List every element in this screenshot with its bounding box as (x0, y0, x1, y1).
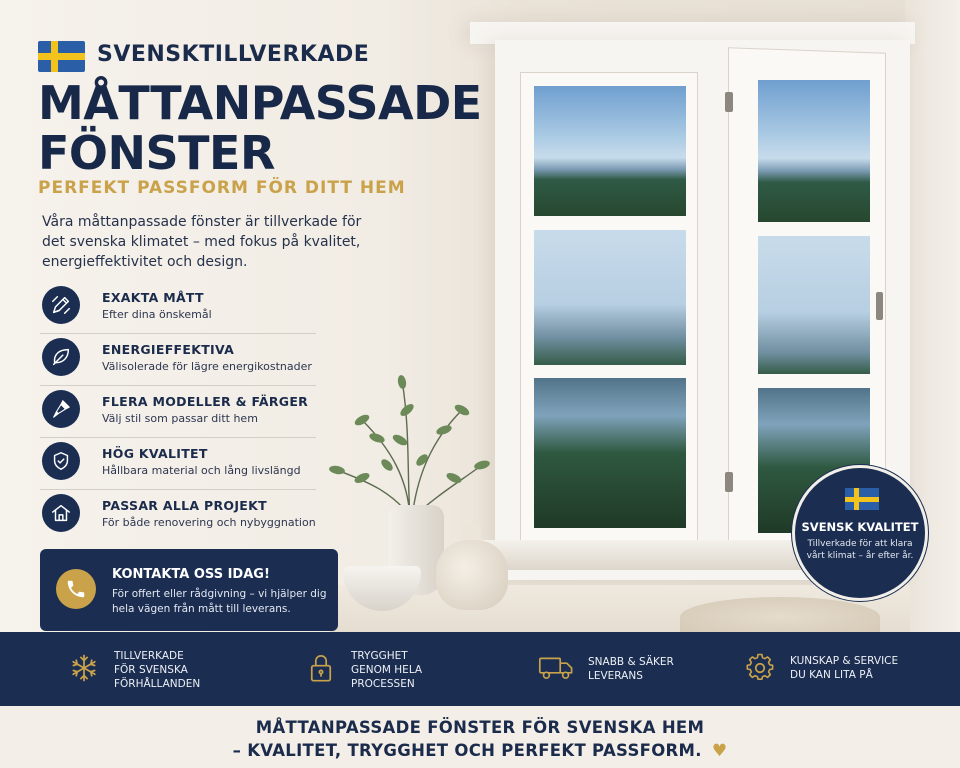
swedish-flag-icon (38, 41, 85, 72)
window-handle (876, 292, 883, 320)
footer-tagline-line1: MÅTTANPASSADE FÖNSTER FÖR SVENSKA HEM (255, 718, 705, 737)
hinge (725, 472, 733, 492)
footer (0, 706, 960, 768)
subtitle: PERFEKT PASSFORM FÖR DITT HEM (38, 178, 406, 198)
page-title: MÅTTANPASSADE FÖNSTER (38, 76, 482, 180)
gear-icon (744, 652, 776, 684)
feature-item: PASSAR ALLA PROJEKT För både renovering och nybyggnation (40, 490, 316, 542)
contact-title: KONTAKTA OSS IDAG! (112, 567, 270, 582)
footer-tagline-line2: – KVALITET, TRYGGHET OCH PERFEKT PASSFORM. ♥ (232, 741, 728, 761)
feature-item: ENERGIEFFEKTIVA Välisolerade för lägre energikostnader (40, 334, 316, 386)
feature-item: FLERA MODELLER & FÄRGER Välj stil som passar ditt hem (40, 386, 316, 438)
padlock-icon (305, 652, 337, 684)
blanket (680, 597, 880, 632)
badge-title: SVENSK KVALITET (801, 520, 919, 534)
badge-text: Tillverkade för att klara vårt klimat – år efter år. (806, 539, 914, 561)
heart-icon: ♥ (711, 741, 728, 761)
truck-icon (537, 652, 575, 684)
quality-badge (792, 465, 928, 601)
hinge (725, 92, 733, 112)
paintbrush-icon (42, 390, 80, 428)
snowflake-icon (68, 652, 100, 684)
feature-list (40, 282, 316, 542)
feature-item: HÖG KVALITET Hållbara material och lång livslängd (40, 438, 316, 490)
contact-text: För offert eller rådgivning – vi hjälper dig hela vägen från mått till leverans. (112, 588, 327, 615)
swedish-flag-icon (845, 488, 879, 510)
phone-icon (56, 569, 96, 609)
plant (322, 370, 492, 520)
benefits-bar: TILLVERKADE FÖR SVENSKA FÖRHÅLLANDEN TRYGGHET GENOM HELA PROCESSEN SNABB & SÄKER LEVERANS KUNSKAP & SERVICE DU KAN LITA PÅ (0, 632, 960, 706)
eyebrow-text: SVENSKTILLVERKADE (97, 42, 370, 67)
feature-item: EXAKTA MÅTT Efter dina önskemål (40, 282, 316, 334)
shield-check-icon (42, 442, 80, 480)
intro-text: Våra måttanpassade fönster är tillverkade för det svenska klimatet – med fokus på kvalitet, energieffektivitet och design. (42, 214, 362, 270)
pencil-ruler-icon (42, 286, 80, 324)
leaf-icon (42, 338, 80, 376)
house-icon (42, 494, 80, 532)
round-vase (436, 540, 508, 610)
contact-box[interactable] (40, 549, 338, 631)
